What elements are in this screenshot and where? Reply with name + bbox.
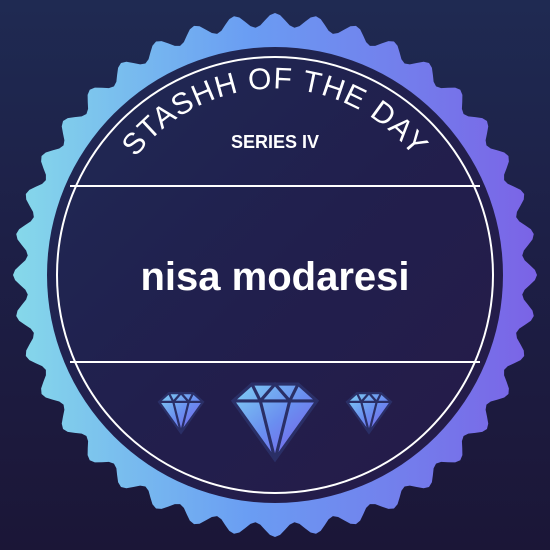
series-label: SERIES IV	[230, 132, 320, 152]
badge-title: STASHH OF THE DAY	[115, 62, 435, 163]
holder-name: nisa modaresi	[140, 255, 410, 299]
